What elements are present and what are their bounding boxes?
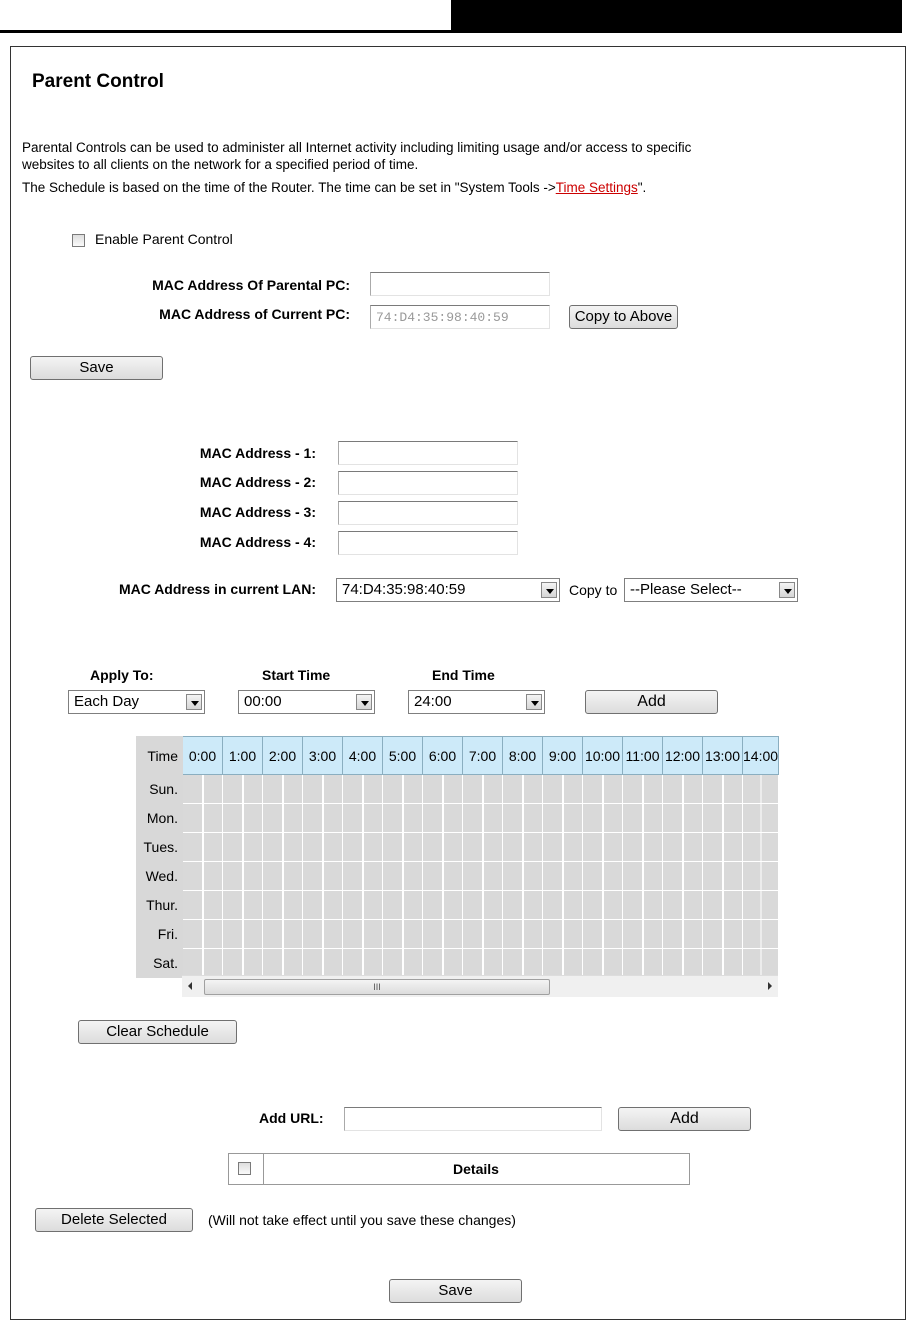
schedule-cell[interactable] [343, 804, 383, 833]
schedule-cell[interactable] [423, 948, 463, 977]
schedule-cell[interactable] [183, 804, 223, 833]
schedule-cell[interactable] [703, 920, 743, 949]
schedule-cell[interactable] [263, 920, 303, 949]
day-label: Mon. [137, 804, 183, 833]
schedule-row [137, 920, 779, 949]
schedule-cell[interactable] [303, 833, 343, 862]
schedule-cell[interactable] [663, 891, 703, 920]
schedule-cell[interactable] [343, 920, 383, 949]
schedule-cell[interactable] [303, 775, 343, 804]
schedule-cell[interactable] [663, 948, 703, 977]
day-label: Sun. [137, 775, 183, 804]
description-line-2-suffix: ". [637, 180, 647, 195]
arrow-right-icon[interactable] [768, 982, 772, 990]
schedule-cell[interactable] [743, 775, 779, 804]
schedule-cell[interactable] [263, 891, 303, 920]
schedule-cell[interactable] [303, 804, 343, 833]
start-time-selected: 00:00 [244, 693, 282, 710]
schedule-cell[interactable] [423, 920, 463, 949]
chevron-down-icon[interactable] [356, 694, 372, 710]
schedule-cell[interactable] [623, 891, 663, 920]
clear-schedule-button[interactable]: Clear Schedule [78, 1020, 237, 1044]
hour-header: 11:00 [623, 737, 663, 775]
schedule-row [137, 804, 779, 833]
add-url-input[interactable] [344, 1107, 602, 1131]
current-pc-label: MAC Address of Current PC: [159, 306, 350, 322]
hour-header: 2:00 [263, 737, 303, 775]
schedule-row [137, 891, 779, 920]
apply-to-select[interactable] [68, 690, 205, 714]
schedule-cell[interactable] [463, 804, 503, 833]
save-button-top[interactable]: Save [30, 356, 163, 380]
hour-header: 9:00 [543, 737, 583, 775]
schedule-cell[interactable] [623, 862, 663, 891]
time-settings-link[interactable]: Time Settings [555, 180, 638, 195]
hour-header: 12:00 [663, 737, 703, 775]
schedule-cell[interactable] [303, 948, 343, 977]
schedule-cell[interactable] [503, 948, 543, 977]
schedule-cell[interactable] [263, 833, 303, 862]
schedule-cell[interactable] [423, 833, 463, 862]
schedule-row [137, 833, 779, 862]
start-time-select[interactable] [238, 690, 375, 714]
schedule-cell[interactable] [583, 804, 623, 833]
document-header-bar [451, 0, 902, 31]
schedule-cell[interactable] [583, 891, 623, 920]
schedule-cell[interactable] [343, 948, 383, 977]
schedule-cell[interactable] [343, 862, 383, 891]
description-line-2 [22, 179, 892, 196]
schedule-cell[interactable] [463, 891, 503, 920]
mac-address-3-input[interactable] [338, 501, 518, 525]
schedule-cell[interactable] [223, 891, 263, 920]
details-header: Details [453, 1161, 499, 1177]
schedule-cell[interactable] [223, 833, 263, 862]
start-time-label: Start Time [262, 667, 331, 683]
schedule-cell[interactable] [223, 804, 263, 833]
description-line-2-prefix: The Schedule is based on the time of the Router. The time can be set in "System Tools -> [22, 180, 556, 195]
hour-header: 1:00 [223, 737, 263, 775]
url-list-table [228, 1153, 690, 1185]
hour-header: 0:00 [183, 737, 223, 775]
schedule-cell[interactable] [583, 920, 623, 949]
save-button-bottom[interactable]: Save [389, 1279, 522, 1303]
copy-to-select[interactable] [624, 578, 798, 602]
schedule-cell[interactable] [663, 862, 703, 891]
schedule-cell[interactable] [463, 948, 503, 977]
day-label: Fri. [137, 920, 183, 949]
schedule-cell[interactable] [183, 948, 223, 977]
scrollbar-thumb[interactable]: III [204, 979, 550, 995]
schedule-cell[interactable] [343, 833, 383, 862]
schedule-cell[interactable] [703, 862, 743, 891]
schedule-cell[interactable] [583, 775, 623, 804]
schedule-cell[interactable] [423, 862, 463, 891]
schedule-cell[interactable] [743, 804, 779, 833]
schedule-cell[interactable] [503, 775, 543, 804]
schedule-cell[interactable] [623, 920, 663, 949]
schedule-cell[interactable] [743, 891, 779, 920]
hour-header: 10:00 [583, 737, 623, 775]
schedule-cell[interactable] [623, 775, 663, 804]
apply-to-selected: Each Day [74, 693, 140, 710]
arrow-left-icon[interactable] [188, 982, 192, 990]
schedule-cell[interactable] [223, 862, 263, 891]
chevron-down-icon[interactable] [186, 694, 202, 710]
document-header-rule [0, 30, 902, 33]
schedule-cell[interactable] [543, 891, 583, 920]
parental-pc-mac-input[interactable] [370, 272, 550, 296]
schedule-cell[interactable] [743, 833, 779, 862]
schedule-cell[interactable] [703, 804, 743, 833]
mac-address-4-label: MAC Address - 4: [199, 534, 316, 550]
schedule-cell[interactable] [463, 833, 503, 862]
schedule-cell[interactable] [303, 891, 343, 920]
add-url-label: Add URL: [259, 1110, 324, 1126]
end-time-select[interactable] [408, 690, 545, 714]
schedule-cell[interactable] [743, 920, 779, 949]
schedule-cell[interactable] [183, 891, 223, 920]
select-all-checkbox[interactable] [238, 1162, 251, 1175]
schedule-cell[interactable] [543, 862, 583, 891]
schedule-cell[interactable] [303, 920, 343, 949]
schedule-cell[interactable] [503, 804, 543, 833]
description [22, 139, 892, 196]
schedule-cell[interactable] [183, 833, 223, 862]
day-label: Sat. [137, 948, 183, 977]
schedule-cell[interactable] [383, 775, 423, 804]
schedule-cell[interactable] [583, 833, 623, 862]
schedule-cell[interactable] [623, 948, 663, 977]
chevron-down-icon[interactable] [526, 694, 542, 710]
delete-selected-button[interactable]: Delete Selected [35, 1208, 193, 1232]
description-line-1b: websites to all clients on the network for a specified period of time. [22, 157, 419, 172]
schedule-cell[interactable] [743, 862, 779, 891]
hour-header: 4:00 [343, 737, 383, 775]
schedule-cell[interactable] [663, 833, 703, 862]
delete-note: (Will not take effect until you save these changes) [208, 1212, 516, 1228]
schedule-cell[interactable] [583, 948, 623, 977]
hour-header: 8:00 [503, 737, 543, 775]
time-header: Time [137, 737, 183, 775]
day-label: Wed. [137, 862, 183, 891]
schedule-cell[interactable] [703, 775, 743, 804]
schedule-cell[interactable] [503, 833, 543, 862]
schedule-cell[interactable] [423, 891, 463, 920]
hour-header: 6:00 [423, 737, 463, 775]
mac-address-2-input[interactable] [338, 471, 518, 495]
chevron-down-icon[interactable] [779, 582, 795, 598]
end-time-selected: 24:00 [414, 693, 452, 710]
hour-header: 3:00 [303, 737, 343, 775]
schedule-cell[interactable] [543, 948, 583, 977]
schedule-cell[interactable] [543, 920, 583, 949]
schedule-cell[interactable] [383, 862, 423, 891]
schedule-cell[interactable] [503, 862, 543, 891]
schedule-row [137, 862, 779, 891]
enable-parent-control-checkbox[interactable] [72, 234, 85, 247]
schedule-row [137, 775, 779, 804]
mac-address-4-input[interactable] [338, 531, 518, 555]
schedule-cell[interactable] [263, 948, 303, 977]
mac-address-3-label: MAC Address - 3: [199, 504, 316, 520]
schedule-cell[interactable] [343, 775, 383, 804]
add-schedule-button[interactable]: Add [585, 690, 718, 714]
schedule-cell[interactable] [543, 833, 583, 862]
schedule-cell[interactable] [223, 948, 263, 977]
schedule-cell[interactable] [463, 775, 503, 804]
schedule-cell[interactable] [383, 833, 423, 862]
copy-to-label: Copy to [569, 582, 618, 598]
lan-mac-selected: 74:D4:35:98:40:59 [342, 581, 466, 598]
schedule-cell[interactable] [703, 948, 743, 977]
day-label: Tues. [137, 833, 183, 862]
mac-address-1-input[interactable] [338, 441, 518, 465]
schedule-cell[interactable] [543, 775, 583, 804]
hour-header: 14:00 [743, 737, 779, 775]
schedule-cell[interactable] [423, 804, 463, 833]
schedule-cell[interactable] [263, 862, 303, 891]
schedule-cell[interactable] [223, 775, 263, 804]
schedule-cell[interactable] [503, 891, 543, 920]
schedule-cell[interactable] [463, 862, 503, 891]
lan-mac-label: MAC Address in current LAN: [118, 581, 316, 597]
description-line-1: Parental Controls can be used to administer all Internet activity including limiting usage and/or access to specific [22, 140, 692, 155]
schedule-cell[interactable] [183, 862, 223, 891]
schedule-cell[interactable] [663, 775, 703, 804]
schedule-cell[interactable] [263, 775, 303, 804]
schedule-cell[interactable] [503, 920, 543, 949]
schedule-cell[interactable] [583, 862, 623, 891]
chevron-down-icon[interactable] [541, 582, 557, 598]
schedule-cell[interactable] [383, 891, 423, 920]
schedule-cell[interactable] [703, 891, 743, 920]
schedule-cell[interactable] [663, 920, 703, 949]
hour-header: 5:00 [383, 737, 423, 775]
end-time-label: End Time [432, 667, 495, 683]
page-title: Parent Control [32, 71, 164, 92]
schedule-cell[interactable] [623, 804, 663, 833]
schedule-cell[interactable] [703, 833, 743, 862]
schedule-cell[interactable] [223, 920, 263, 949]
day-label: Thur. [137, 891, 183, 920]
schedule-grid [136, 736, 779, 978]
lan-mac-select[interactable] [336, 578, 560, 602]
schedule-cell[interactable] [423, 775, 463, 804]
schedule-cell[interactable] [623, 833, 663, 862]
schedule-horizontal-scrollbar[interactable] [182, 975, 778, 997]
mac-address-1-label: MAC Address - 1: [199, 445, 316, 461]
schedule-cell[interactable] [543, 804, 583, 833]
hour-header: 7:00 [463, 737, 503, 775]
hour-header: 13:00 [703, 737, 743, 775]
schedule-cell[interactable] [463, 920, 503, 949]
schedule-cell[interactable] [183, 920, 223, 949]
current-pc-mac-field: 74:D4:35:98:40:59 [370, 305, 550, 329]
schedule-cell[interactable] [343, 891, 383, 920]
schedule-cell[interactable] [383, 920, 423, 949]
schedule-cell[interactable] [743, 948, 779, 977]
schedule-cell[interactable] [383, 948, 423, 977]
add-url-button[interactable]: Add [618, 1107, 751, 1131]
schedule-cell[interactable] [383, 804, 423, 833]
schedule-cell[interactable] [263, 804, 303, 833]
schedule-cell[interactable] [663, 804, 703, 833]
mac-address-2-label: MAC Address - 2: [199, 474, 316, 490]
copy-to-selected: --Please Select-- [630, 581, 742, 598]
enable-parent-control-label: Enable Parent Control [95, 231, 233, 247]
apply-to-label: Apply To: [90, 667, 154, 683]
copy-to-above-button[interactable]: Copy to Above [569, 305, 678, 329]
schedule-cell[interactable] [183, 775, 223, 804]
schedule-cell[interactable] [303, 862, 343, 891]
parental-pc-label: MAC Address Of Parental PC: [152, 277, 350, 293]
schedule-row [137, 948, 779, 977]
